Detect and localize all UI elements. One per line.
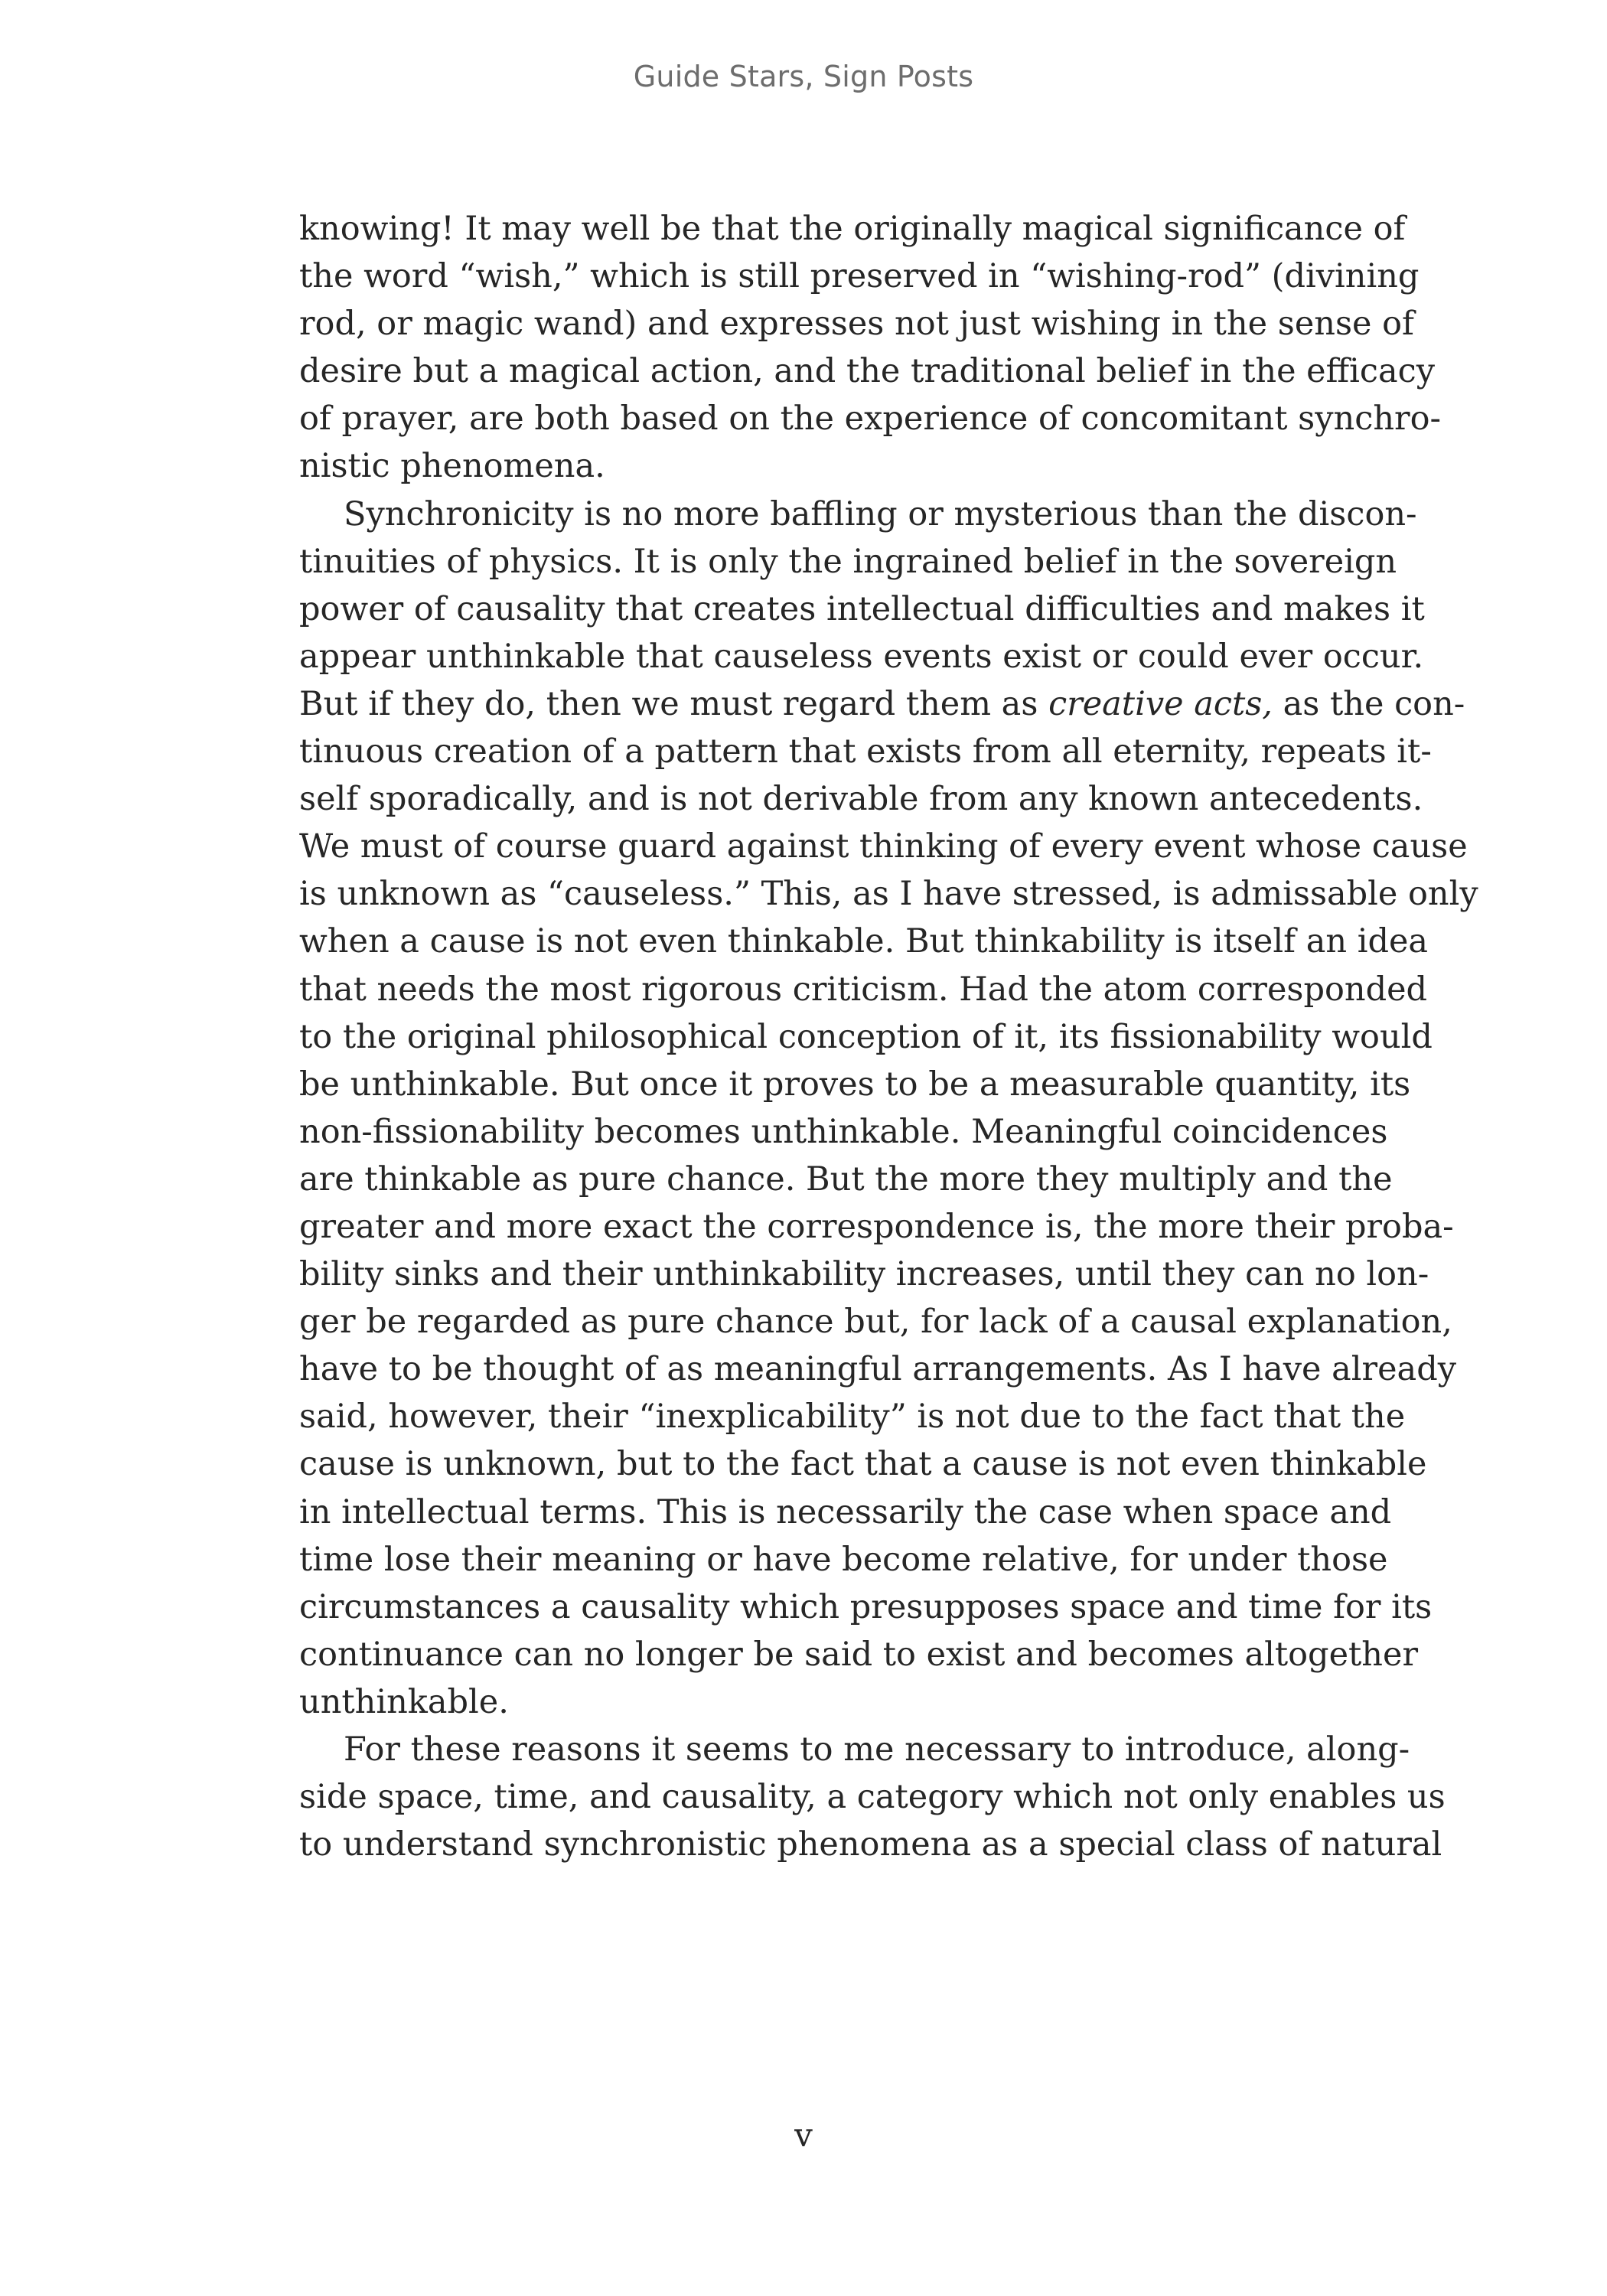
text-line: tinuous creation of a pattern that exists from all eternity, repeats it- [299, 732, 1432, 771]
text-line: to the original philosophical conception of it, its fissionability would [299, 1017, 1433, 1056]
text-line: in intellectual terms. This is necessarily the case when space and [299, 1492, 1392, 1531]
text-line: desire but a magical action, and the traditional belief in the efficacy [299, 352, 1436, 391]
paragraph-1 [299, 205, 1441, 491]
text-line: self sporadically, and is not derivable from any known antecedents. [299, 780, 1423, 819]
running-header: Guide Stars, Sign Posts [633, 60, 974, 93]
text-line: rod, or magic wand) and expresses not just wishing in the sense of [299, 305, 1414, 344]
text-line: appear unthinkable that causeless events exist or could ever occur. [299, 637, 1424, 676]
paragraph-3 [299, 1726, 1446, 1868]
text-line: the word “wish,” which is still preserved in “wishing-rod” (divining [299, 257, 1420, 296]
page-number: v [794, 2116, 813, 2154]
text-line: are thinkable as pure chance. But the more they multiply and the [299, 1159, 1393, 1199]
text-line: power of causality that creates intellectual difficulties and makes it [299, 589, 1425, 628]
text-line: Synchronicity is no more baffling or mysterious than the discon- [344, 494, 1417, 533]
text-line: have to be thought of as meaningful arrangements. As I have already [299, 1350, 1457, 1389]
text-line: said, however, their “inexplicability” is not due to the fact that the [299, 1397, 1406, 1437]
text-line: nistic phenomena. [299, 447, 605, 486]
text-line: tinuities of physics. It is only the ingrained belief in the sovereign [299, 542, 1397, 581]
text-line: For these reasons it seems to me necessary to introduce, along- [344, 1730, 1410, 1769]
text-line: be unthinkable. But once it proves to be a measurable quantity, its [299, 1065, 1411, 1104]
text-line: knowing! It may well be that the originally magical significance of [299, 210, 1406, 248]
text-line-with-italic [299, 680, 1465, 728]
text-line: unthinkable. [299, 1682, 509, 1721]
text-line: side space, time, and causality, a category which not only enables us [299, 1778, 1446, 1817]
text-segment: But if they do, then we must regard them as [299, 684, 1049, 723]
body-text [299, 205, 1478, 1868]
text-line: greater and more exact the correspondence is, the more their proba- [299, 1207, 1454, 1246]
text-segment: as the con- [1272, 684, 1465, 723]
text-line: non-fissionability becomes unthinkable. Meaningful coincidences [299, 1112, 1388, 1151]
italic-phrase: creative acts, [1048, 684, 1273, 723]
text-line: to understand synchronistic phenomena as a special class of natural [299, 1825, 1442, 1864]
text-line: time lose their meaning or have become relative, for under those [299, 1540, 1388, 1579]
text-line: when a cause is not even thinkable. But thinkability is itself an idea [299, 922, 1429, 961]
paragraph-2 [299, 491, 1478, 1726]
text-line: bility sinks and their unthinkability increases, until they can no lon- [299, 1255, 1429, 1294]
text-line: that needs the most rigorous criticism. Had the atom corresponded [299, 970, 1428, 1009]
text-line: of prayer, are both based on the experience of concomitant synchro- [299, 400, 1441, 439]
text-line: cause is unknown, but to the fact that a cause is not even thinkable [299, 1445, 1427, 1484]
text-line: continuance can no longer be said to exist and becomes altogether [299, 1635, 1418, 1674]
text-line: ger be regarded as pure chance but, for lack of a causal explanation, [299, 1303, 1452, 1342]
text-line: circumstances a causality which presupposes space and time for its [299, 1587, 1433, 1626]
text-line: We must of course guard against thinking of every event whose cause [299, 827, 1468, 866]
text-line: is unknown as “causeless.” This, as I have stressed, is admissable only [299, 875, 1478, 914]
